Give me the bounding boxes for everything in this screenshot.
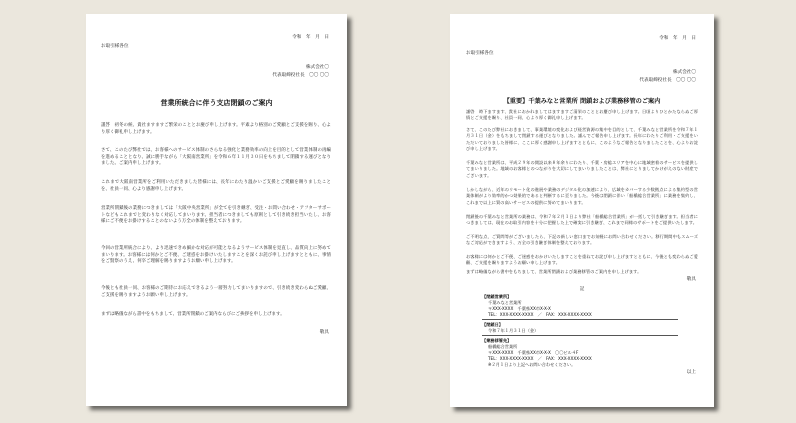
detail-line: 〒XXX-XXXX 千葉県XX市X-X-X 〇〇ビル４F bbox=[488, 350, 579, 355]
addressee: お取引様各位 bbox=[101, 44, 129, 49]
paragraph: 今後とも社員一同、お客様のご期待にお応えできるよう一層努力してまいりますので、引き続き変わらぬご愛顧、ご支援を賜りますようお願い申し上げます。 bbox=[101, 286, 331, 298]
closing: 敬具 bbox=[319, 330, 329, 335]
paragraph: 今回の営業所統合により、より迅速できめ細かな対応が可能となるようサービス体制を見直し、品質向上に努めてまいります。お客様には何かとご不便、ご迷惑をお掛けいたしますことを深くお詫び申し上げますとともに、事情をご賢察のうえ、何卒ご理解を賜りますようお願い申し上げます。 bbox=[101, 246, 331, 265]
paragraph: 謹啓 初冬の候、貴社ますますご繁栄のこととお慶び申し上げます。平素より格別のご愛顧とご支援を賜り、心より厚く御礼申し上げます。 bbox=[101, 123, 331, 135]
detail-line: 千葉みなと営業所 bbox=[488, 300, 522, 305]
detail-line: TEL：XXX-XXXX-XXXX ／ FAX：XXX-XXXX-XXXX bbox=[488, 312, 592, 317]
detail-line: 〒XXX-XXXX 千葉県XX市X-X-X bbox=[488, 306, 551, 311]
detail-heading: 【閉鎖営業所】 bbox=[482, 294, 512, 299]
document-title: 営業所統合に伴う支店閉鎖のご案内 bbox=[160, 99, 273, 107]
paragraph: 営業所閉鎖後の業務につきましては「大阪中央営業所」が全てを引き継ぎ、受注・お問い合わせ・アフターサポートなどもこれまでと変わりなく対応してまいります。担当者につきましても原則として引き続き担当いたし、お客様にご不便をお掛けすることのないよう万全の体制を整えております。 bbox=[101, 206, 331, 225]
detail-heading: 【業務移管先】 bbox=[482, 338, 512, 343]
representative: 代表取締役社長 〇〇 〇〇 bbox=[272, 73, 329, 78]
addressee: お取引様各位 bbox=[466, 51, 494, 56]
paragraph: これまで大阪南営業所をご利用いただきました皆様には、長年にわたり温かいご支援とご愛顧を賜りましたことを、社員一同、心より感謝申し上げます。 bbox=[101, 180, 331, 192]
document-page-right bbox=[450, 14, 714, 407]
paragraph: 閉鎖後の千葉みなと営業所の業務は、令和７年２月１日より弊社「船橋総合営業所」が一括して引き継ぎます。担当者につきましては、現在のお取引内容を十分に把握した上で確実に引き継ぎ、これまで同様のサポートをご提供いたします。 bbox=[466, 214, 698, 226]
paragraph: しかしながら、近年のリモート化の進展や業務のデジタル化の加速により、広域をカバーする少数拠点による集約型の営業体制がより効率的かつ効果的であると判断するに至りました。今後は閉鎖に伴い「船橋総合営業所」に業務を集約し、これまで以上に質の高いサービスの提供に努めてまいります。 bbox=[466, 187, 698, 205]
date: 令和 年 月 日 bbox=[292, 35, 329, 40]
closing: 敬具 bbox=[686, 277, 696, 282]
detail-line: ※２月１日より上記へお問い合わせください。 bbox=[488, 362, 576, 367]
paragraph: まずは略儀ながら書中をもちまして、営業所閉鎖および業務移管のご案内を申し上げます。 bbox=[466, 269, 642, 274]
paragraph: ご不明な点、ご質問等がございましたら、下記の新しい窓口までお気軽にお問い合わせください。移行期間中もスムーズなご対応ができますよう、万全の引き継ぎ体制を整えております。 bbox=[466, 234, 698, 246]
paragraph: お客様には何かとご不便、ご迷惑をおかけいたしますことを重ねてお詫び申し上げますとともに、今後とも変わらぬご愛顧、ご支援を賜りますようお願い申し上げます。 bbox=[466, 254, 698, 266]
paragraph: まずは略儀ながら書中をもちまして、営業所閉鎖のご案内ならびにご挨拶を申し上げます。 bbox=[101, 312, 285, 317]
paragraph: 謹啓 時下ますます、貴社におかれましてはますますご清栄のこととお慶び申し上げます。日頃よりひとかたならぬご厚情とご支援を賜り、社員一同、心より厚く御礼申し上げます。 bbox=[466, 109, 698, 121]
end-marker: 以上 bbox=[686, 370, 696, 375]
detail-line: 船橋総合営業所 bbox=[488, 344, 518, 349]
representative: 代表取締役社長 〇〇 〇〇 bbox=[639, 78, 696, 83]
divider bbox=[482, 319, 678, 320]
company-name: 株式会社〇 bbox=[673, 70, 696, 75]
paragraph: さて、このたび弊社では、お客様へのサービス体制のさらなる強化と業務効率の向上を目的として営業体制の再編を進めることとなり、誠に勝手ながら「大阪南営業所」を令和６年１１月３０日をもちまして閉鎖する運びとなりました。ご案内申し上げます。 bbox=[101, 148, 331, 167]
detail-line: 令和７年１月３１日（金） bbox=[488, 328, 539, 333]
document-page-left bbox=[86, 14, 347, 406]
detail-line: TEL：XXX-XXXX-XXXX ／ FAX：XXX-XXXX-XXXX bbox=[488, 356, 592, 361]
divider bbox=[482, 335, 678, 336]
detail-heading: 【閉鎖日】 bbox=[482, 322, 503, 327]
ki-marker: 記 bbox=[579, 287, 585, 292]
paragraph: 千葉みなと営業所は、平成２９年の開設以来８年余りにわたり、千葉・房総エリアを中心に地域密着のサービスを提供してまいりました。地域のお客様とのつながりを大切にしてまいりましたことは、弊社にとりましてかけがえのない財産でございます。 bbox=[466, 160, 698, 178]
company-name: 株式会社〇 bbox=[306, 65, 329, 70]
date: 令和 年 月 日 bbox=[659, 36, 696, 41]
document-title: 【重要】千葉みなと営業所 閉鎖および業務移管のご案内 bbox=[503, 98, 661, 105]
paragraph: さて、このたび弊社におきまして、事業環境の変化および経営資源の集中を目的として、千葉みなと営業所を令和７年１月３１日（金）をもちまして閉鎖する運びとなりました。謹んでご報告申し上げます。長年にわたりご利用・ご支援をいただいておりました皆様に、ここに厚く感謝申し上げますとともに、このようなご報告となりましたことを、心よりお詫び申し上げます。 bbox=[466, 127, 698, 152]
